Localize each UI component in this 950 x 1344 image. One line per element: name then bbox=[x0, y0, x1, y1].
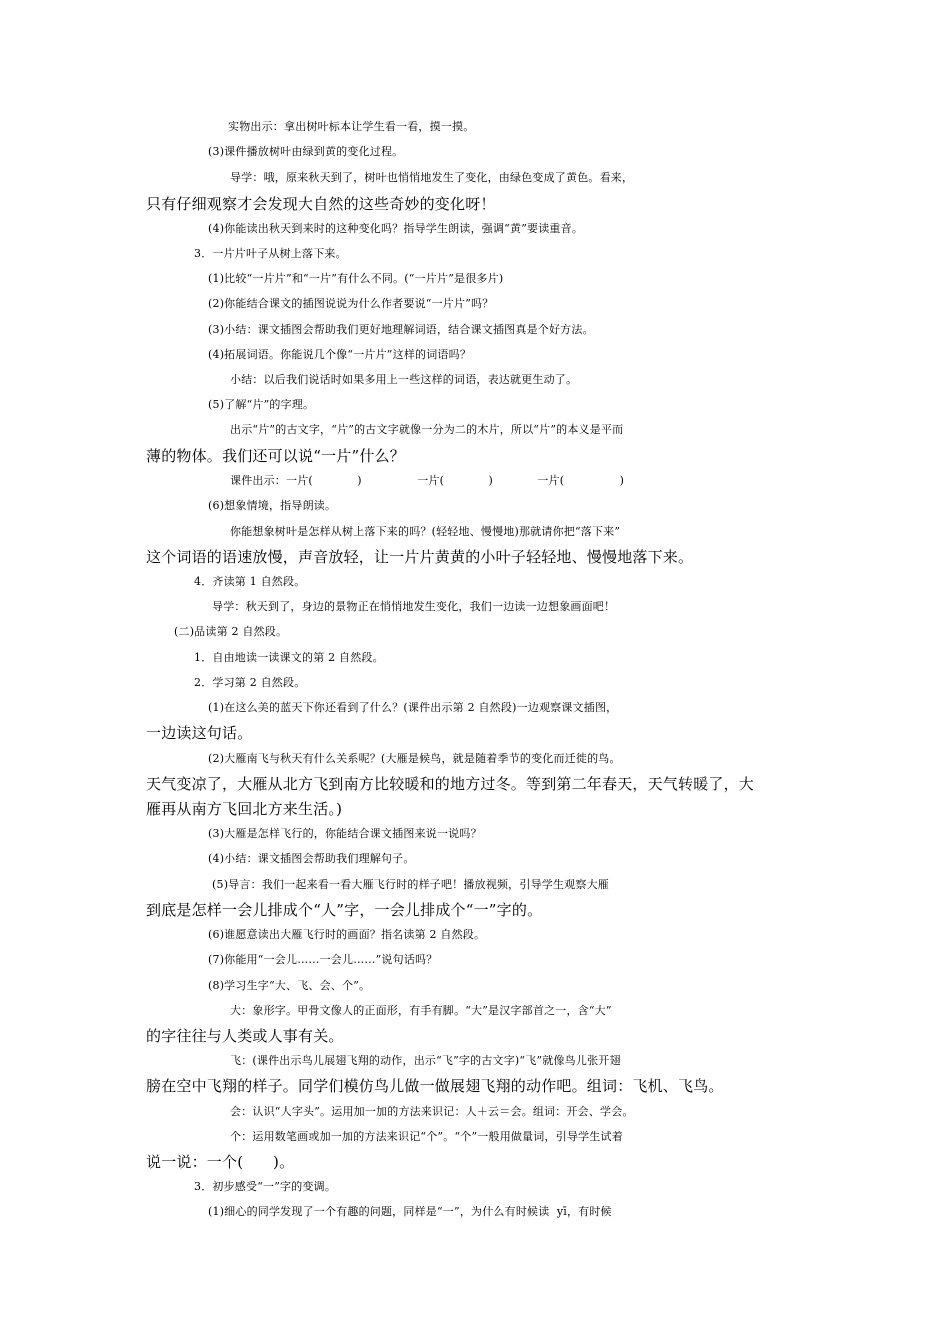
text-line: 个：运用数笔画或加一加的方法来识记“个”。“个”一般用做量词，引导学生试着 bbox=[230, 1130, 623, 1143]
text-line: (4)拓展词语。你能说几个像“一片片”这样的词语吗？ bbox=[208, 348, 472, 361]
text-line: (5)导言：我们一起来看一看大雁飞行时的样子吧！播放视频，引导学生观察大雁 bbox=[212, 878, 609, 891]
text-line: (2)你能结合课文的插图说说为什么作者要说“一片片”吗？ bbox=[208, 297, 494, 310]
text-line: (4)小结：课文插图会帮助我们理解句子。 bbox=[208, 852, 415, 865]
text-line: 这个词语的语速放慢，声音放轻，让一片片黄黄的小叶子轻轻地、慢慢地落下来。 bbox=[146, 548, 694, 566]
text-line: (2)大雁南飞与秋天有什么关系呢？(大雁是候鸟，就是随着季节的变化而迁徙的鸟。 bbox=[208, 752, 621, 765]
text-line: 4．齐读第 1 自然段。 bbox=[194, 575, 306, 588]
text-line: 大：象形字。甲骨文像人的正面形，有手有脚。“大”是汉字部首之一，含“大” bbox=[230, 1004, 612, 1017]
text-line: 1．自由地读一读课文的第 2 自然段。 bbox=[194, 651, 384, 664]
text-line: 你能想象树叶是怎样从树上落下来的吗？(轻轻地、慢慢地)那就请你把“落下来” bbox=[230, 525, 621, 538]
text-line: (3)课件播放树叶由绿到黄的变化过程。 bbox=[208, 145, 404, 158]
section-heading: (二)品读第 2 自然段。 bbox=[174, 625, 288, 638]
text-line: (3)大雁是怎样飞行的，你能结合课文插图来说一说吗？ bbox=[208, 827, 482, 840]
text-line: 只有仔细观察才会发现大自然的这些奇妙的变化呀！ bbox=[146, 195, 496, 213]
text-line: (6)谁愿意读出大雁飞行时的画面？指名读第 2 自然段。 bbox=[208, 928, 486, 941]
text-line: (1)比较“一片片”和“一片”有什么不同。(“一片片”是很多片) bbox=[208, 272, 504, 285]
text-line: 说一说：一个( )。 bbox=[146, 1153, 295, 1171]
text-line: 出示“片”的古文字，“片”的古文字就像一分为二的木片，所以“片”的本义是平而 bbox=[230, 423, 624, 436]
text-line: (1)细心的同学发现了一个有趣的问题，同样是“一”，为什么有时候读 yī，有时候 bbox=[208, 1205, 612, 1218]
text-line: 一边读这句话。 bbox=[146, 724, 253, 742]
text-line: (4)你能读出秋天到来时的这种变化吗？指导学生朗读，强调“黄”要读重音。 bbox=[208, 222, 584, 235]
text-line: 3．初步感受“一”字的变调。 bbox=[194, 1180, 337, 1193]
text-line: (7)你能用“一会儿……一会儿……”说句话吗？ bbox=[208, 953, 438, 966]
text-line: 3．一片片叶子从树上落下来。 bbox=[194, 247, 347, 260]
text-line: 膀在空中飞翔的样子。同学们模仿鸟儿做一做展翅飞翔的动作吧。组词：飞机、飞鸟。 bbox=[146, 1077, 724, 1095]
text-line: (8)学习生字“大、飞、会、个”。 bbox=[208, 979, 371, 992]
text-line: 实物出示：拿出树叶标本让学生看一看，摸一摸。 bbox=[228, 120, 475, 133]
text-line: 导学：秋天到了，身边的景物正在悄悄地发生变化，我们一边读一边想象画面吧！ bbox=[212, 600, 616, 613]
text-line: 小结：以后我们说话时如果多用上一些这样的词语，表达就更生动了。 bbox=[230, 373, 578, 386]
text-line: (1)在这么美的蓝天下你还看到了什么？(课件出示第 2 自然段)一边观察课文插图， bbox=[208, 701, 618, 714]
text-line: (5)了解“片”的字理。 bbox=[208, 398, 315, 411]
text-line: 2．学习第 2 自然段。 bbox=[194, 676, 306, 689]
text-line: 雁再从南方飞回北方来生活。) bbox=[146, 800, 343, 818]
text-line: 薄的物体。我们还可以说“一片”什么？ bbox=[146, 447, 405, 465]
text-line: 课件出示：一片( ) 一片( ) 一片( ) bbox=[230, 474, 625, 487]
text-line: 到底是怎样一会儿排成个“人”字，一会儿排成个“一”字的。 bbox=[146, 901, 543, 919]
text-line: 飞：(课件出示鸟儿展翅飞翔的动作，出示“飞”字的古文字)“飞”就像鸟儿张开翅 bbox=[230, 1054, 621, 1067]
text-line: 导学：哦，原来秋天到了，树叶也悄悄地发生了变化，由绿色变成了黄色。看来， bbox=[230, 171, 634, 184]
text-line: 会：认识“人字头”。运用加一加的方法来识记：人＋云＝会。组词：开会、学会。 bbox=[230, 1105, 634, 1118]
text-line: (3)小结：课文插图会帮助我们更好地理解词语，结合课文插图真是个好方法。 bbox=[208, 323, 594, 336]
text-line: 天气变凉了，大雁从北方飞到南方比较暖和的地方过冬。等到第二年春天，天气转暖了，大 bbox=[146, 775, 755, 793]
text-line: 的字往往与人类或人事有关。 bbox=[146, 1027, 344, 1045]
text-line: (6)想象情境，指导朗读。 bbox=[208, 499, 337, 512]
